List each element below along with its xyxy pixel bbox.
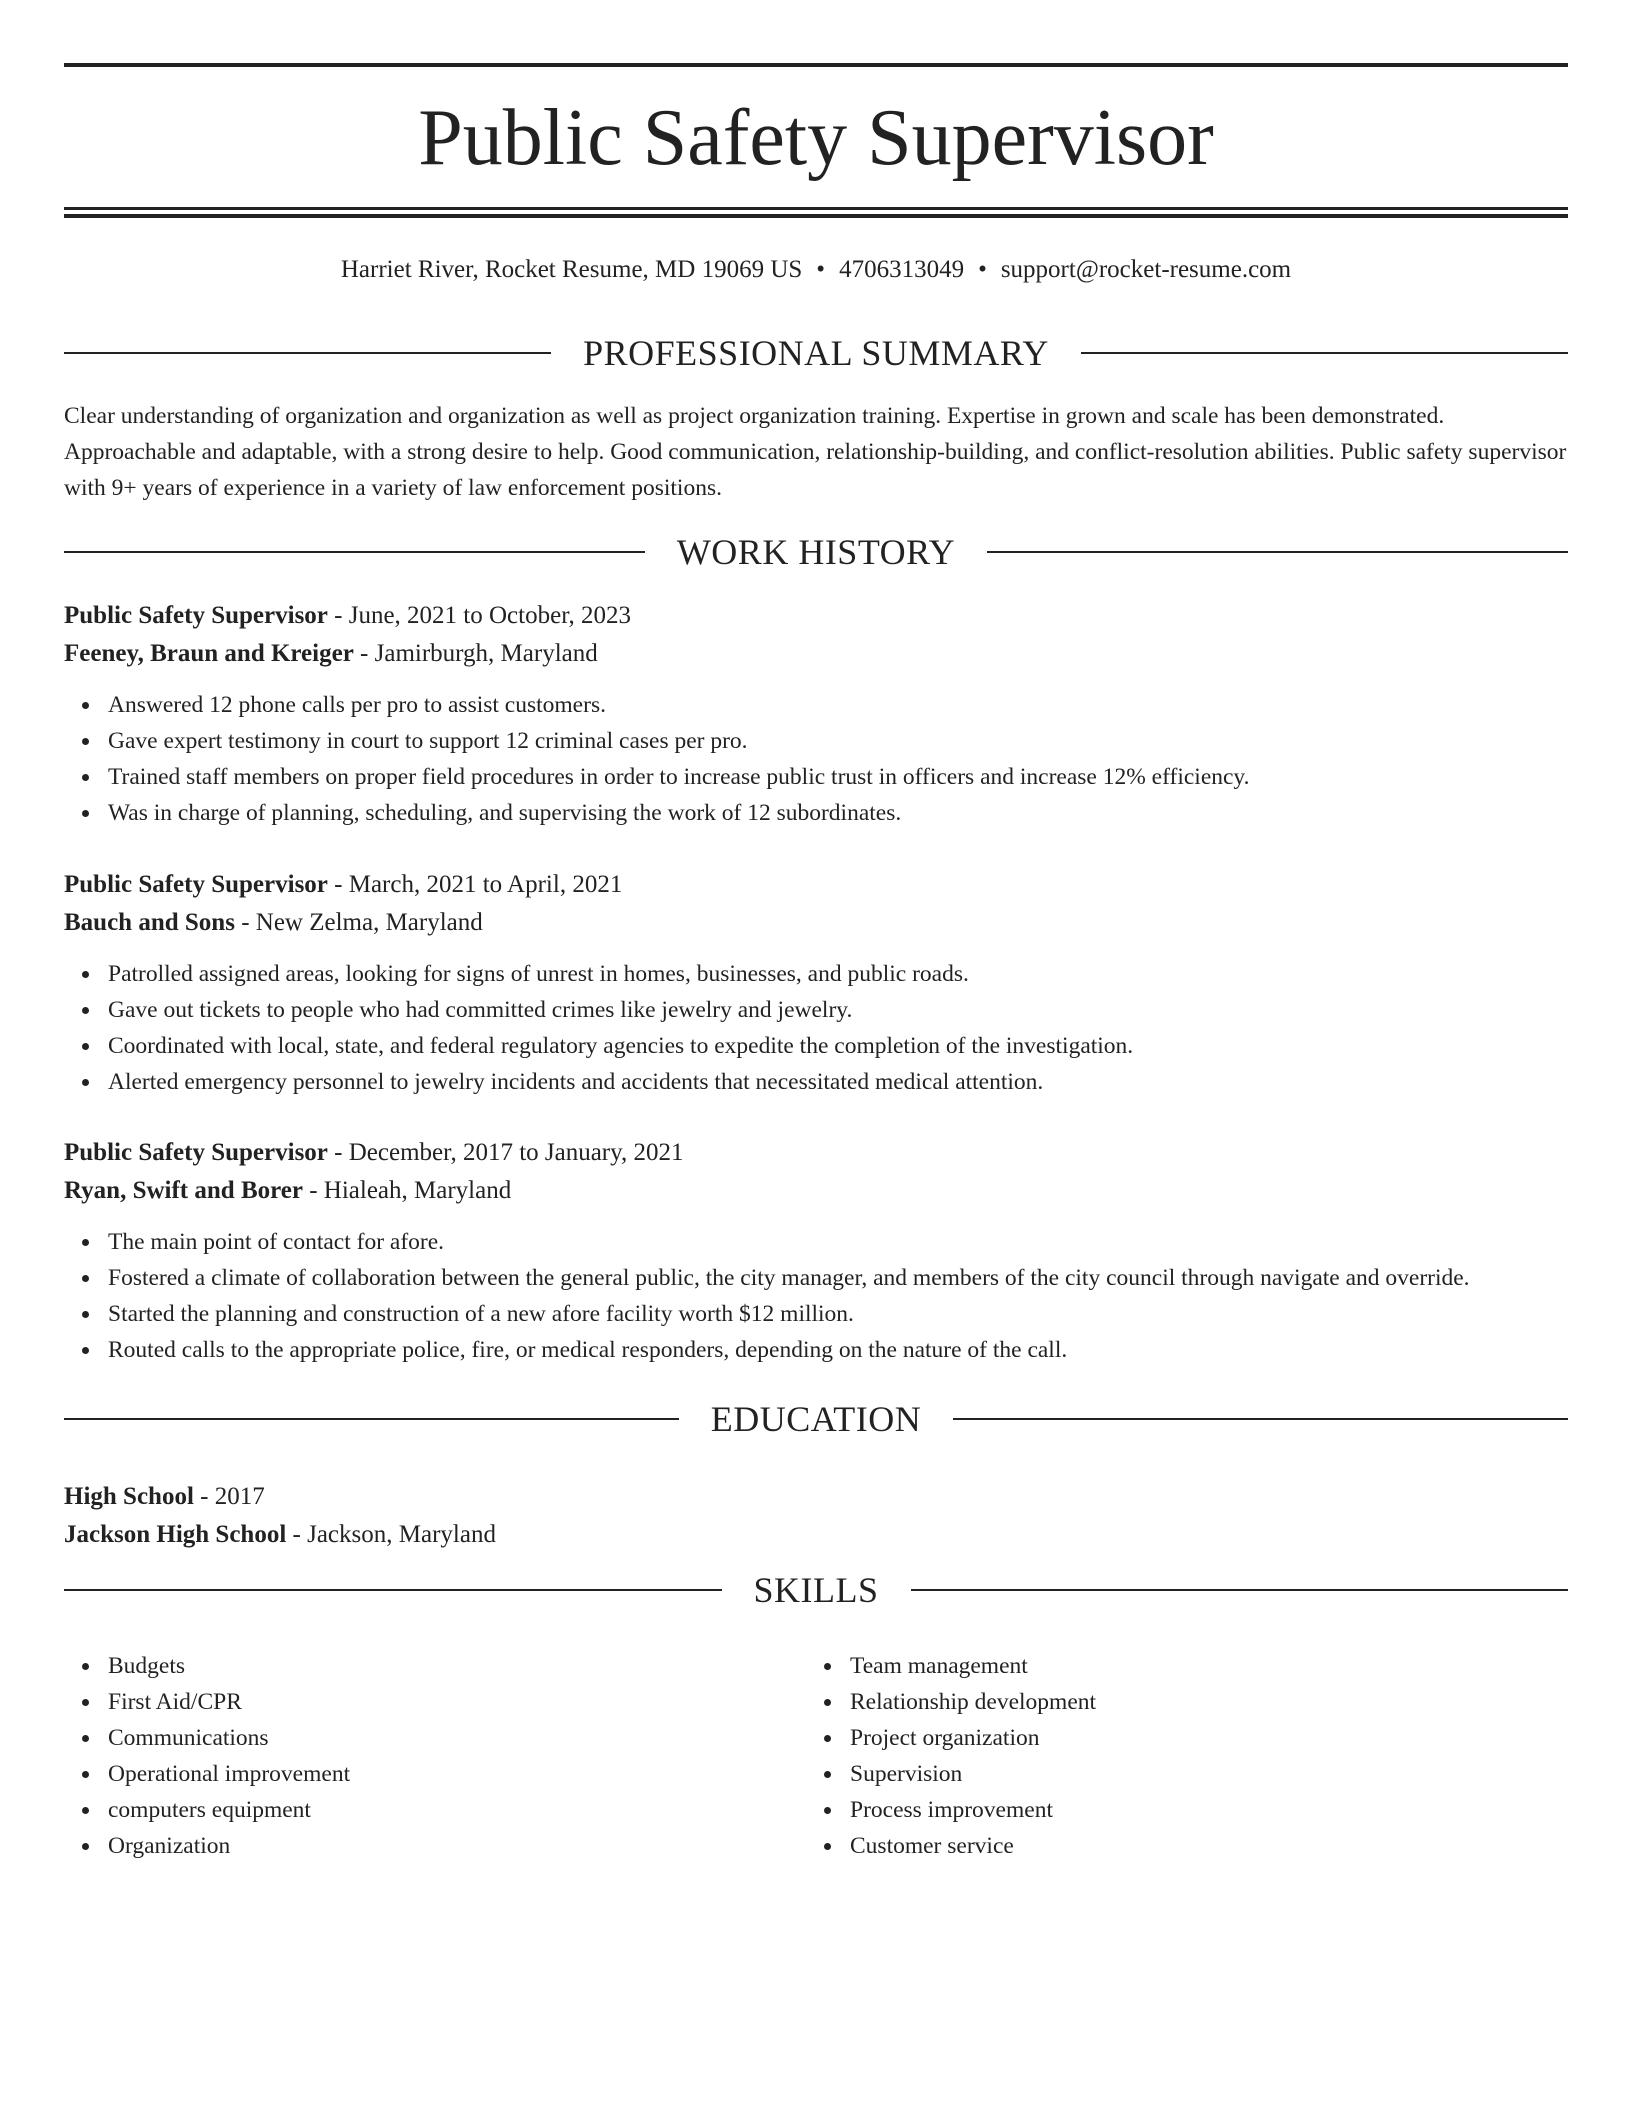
job-dates: - March, 2021 to April, 2021	[327, 871, 623, 898]
job-bullet: Answered 12 phone calls per pro to assist customers.	[108, 687, 1568, 723]
job-bullet: Was in charge of planning, scheduling, and supervising the work of 12 subordinates.	[108, 795, 1568, 831]
job-company-line	[64, 904, 1568, 942]
skill-item: Customer service	[850, 1828, 1096, 1864]
job-bullet: Fostered a climate of collaboration between the general public, the city manager, and members of the city council through navigate and override.	[108, 1260, 1568, 1296]
skill-item: computers equipment	[108, 1792, 350, 1828]
job-bullet: Routed calls to the appropriate police, fire, or medical responders, depending on the nature of the call.	[108, 1332, 1568, 1368]
job-company: Bauch and Sons	[64, 909, 235, 936]
job-title: Public Safety Supervisor	[64, 602, 328, 629]
job-title-line	[64, 1134, 1568, 1172]
contact-phone: 4706313049	[839, 256, 965, 283]
skills-list-left	[108, 1648, 350, 1864]
summary-text: Clear understanding of organization and organization as well as project organization training. Expertise in grown and scale has been demonstrated. Approachable and adaptable, with a strong desire to help. Good communication, relationship-building, and conflict-resolution abilities. Public safety supervisor with 9+ years of experience in a variety of law enforcement positions.	[64, 403, 1567, 501]
job-title-line	[64, 866, 1568, 904]
skill-item: Budgets	[108, 1648, 350, 1684]
divider-line	[64, 352, 551, 354]
header-top-rule	[64, 63, 1568, 67]
skill-item: Relationship development	[850, 1684, 1096, 1720]
skill-item: Process improvement	[850, 1792, 1096, 1828]
job-title: Public Safety Supervisor	[64, 871, 328, 898]
job-title-line	[64, 597, 1568, 635]
job-location: - Hialeah, Maryland	[302, 1177, 512, 1204]
skill-item: Communications	[108, 1720, 350, 1756]
job-bullet: The main point of contact for afore.	[108, 1224, 1568, 1260]
section-title: SKILLS	[753, 1570, 879, 1610]
resume-title: Public Safety Supervisor	[418, 94, 1214, 182]
divider-line	[953, 1418, 1568, 1420]
divider-line	[64, 551, 645, 553]
job-company-line	[64, 635, 1568, 673]
section-heading-work	[64, 530, 1568, 574]
section-title: WORK HISTORY	[676, 532, 956, 572]
job-bullets	[64, 956, 1568, 1100]
job-bullet: Trained staff members on proper field procedures in order to increase public trust in officers and increase 12% efficiency.	[108, 759, 1568, 795]
job-bullet: Alerted emergency personnel to jewelry incidents and accidents that necessitated medical attention.	[108, 1064, 1568, 1100]
job-entry	[64, 866, 1568, 1100]
education-year: - 2017	[193, 1483, 265, 1510]
education-location: - Jackson, Maryland	[286, 1521, 496, 1548]
divider-line	[1081, 352, 1568, 354]
contact-address: Harriet River, Rocket Resume, MD 19069 US	[340, 256, 803, 283]
job-bullets	[64, 1224, 1568, 1368]
education-degree-line	[64, 1478, 1568, 1516]
section-heading-skills	[64, 1568, 1568, 1612]
education-school: Jackson High School	[64, 1521, 287, 1548]
skill-item: First Aid/CPR	[108, 1684, 350, 1720]
job-bullets	[64, 687, 1568, 831]
job-bullet: Coordinated with local, state, and federal regulatory agencies to expedite the completion of the investigation.	[108, 1028, 1568, 1064]
contact-line	[64, 252, 1568, 288]
job-dates: - December, 2017 to January, 2021	[327, 1139, 684, 1166]
job-company-line	[64, 1172, 1568, 1210]
skill-item: Organization	[108, 1828, 350, 1864]
education-degree: High School	[64, 1483, 194, 1510]
contact-separator: •	[978, 256, 987, 283]
divider-line	[64, 1589, 722, 1591]
divider-line	[987, 551, 1568, 553]
contact-email: support@rocket-resume.com	[1000, 256, 1292, 283]
job-title: Public Safety Supervisor	[64, 1139, 328, 1166]
header-bottom-rule-second	[64, 214, 1568, 218]
job-bullet: Gave out tickets to people who had committed crimes like jewelry and jewelry.	[108, 992, 1568, 1028]
job-bullet: Patrolled assigned areas, looking for signs of unrest in homes, businesses, and public roads.	[108, 956, 1568, 992]
divider-line	[911, 1589, 1569, 1591]
job-entry	[64, 597, 1568, 831]
skill-item: Team management	[850, 1648, 1096, 1684]
skills-list-right	[850, 1648, 1096, 1864]
skill-item: Operational improvement	[108, 1756, 350, 1792]
job-company: Ryan, Swift and Borer	[64, 1177, 303, 1204]
header-bottom-rule	[64, 207, 1568, 210]
contact-separator: •	[816, 256, 826, 283]
section-heading-summary	[64, 331, 1568, 375]
job-location: - Jamirburgh, Maryland	[353, 640, 598, 667]
skill-item: Project organization	[850, 1720, 1096, 1756]
section-title: EDUCATION	[710, 1399, 922, 1439]
job-location: - New Zelma, Maryland	[234, 909, 483, 936]
education-school-line	[64, 1516, 1568, 1554]
divider-line	[64, 1418, 679, 1420]
skill-item: Supervision	[850, 1756, 1096, 1792]
job-company: Feeney, Braun and Kreiger	[64, 640, 354, 667]
section-title: PROFESSIONAL SUMMARY	[583, 333, 1049, 373]
job-bullet: Gave expert testimony in court to support 12 criminal cases per pro.	[108, 723, 1568, 759]
job-entry	[64, 1134, 1568, 1368]
job-dates: - June, 2021 to October, 2023	[327, 602, 632, 629]
job-bullet: Started the planning and construction of a new afore facility worth $12 million.	[108, 1296, 1568, 1332]
section-heading-education	[64, 1397, 1568, 1441]
education-entry	[64, 1478, 1568, 1554]
